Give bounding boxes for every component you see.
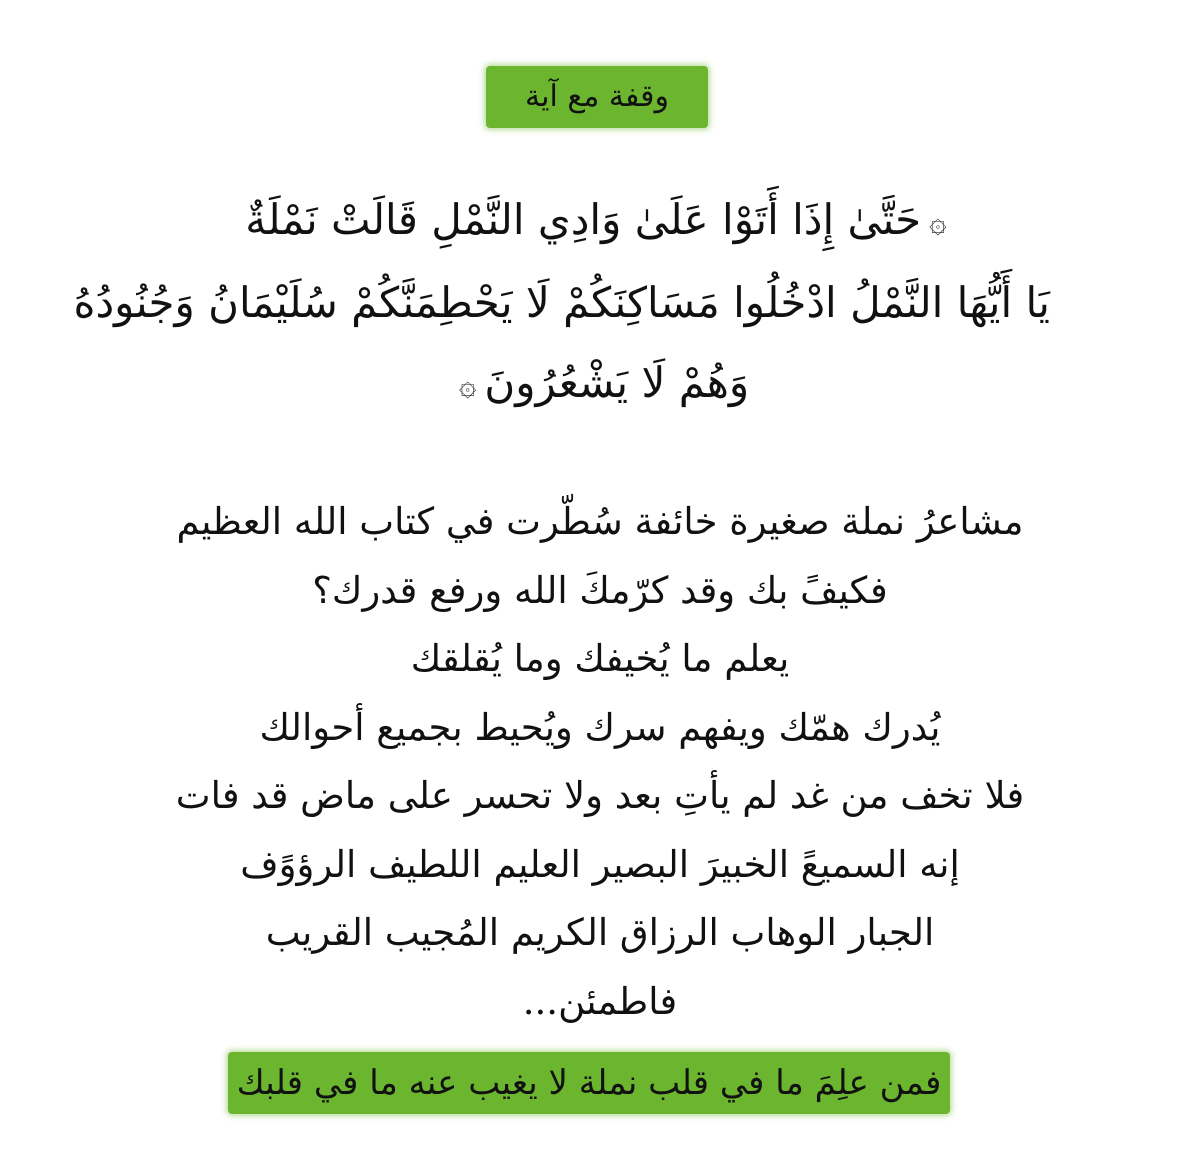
reflection-line: الجبار الوهاب الرزاق الكريم المُجيب القريب — [265, 911, 935, 954]
verse-line-1 — [150, 180, 1050, 263]
verse-line-2: يَا أَيُّهَا النَّمْلُ ادْخُلُوا مَسَاكِنَكُمْ لَا يَحْطِمَنَّكُمْ سُلَيْمَانُ وَجُنُودُهُ — [73, 278, 1050, 327]
verse-open-ornament-icon: ۞ — [929, 205, 947, 240]
verse-close-ornament-icon: ۞ — [458, 368, 477, 403]
reflection-line: يُدرك همّك ويفهم سرك ويُحيط بجميع أحوالك — [259, 705, 941, 749]
reflection-line: مشاعرُ نملة صغيرة خائفة سُطّرت في كتاب الله العظيم — [176, 500, 1024, 543]
verse-line-3-text: وَهُمْ لَا يَشْعُرُونَ — [484, 358, 750, 407]
reflection-line: إنه السميعً الخبيرَ البصير العليم اللطيف الرؤوًف — [240, 842, 960, 886]
quran-verse — [73, 180, 1050, 426]
page-title: وقفة مع آية — [525, 79, 669, 114]
verse-line-3 — [150, 343, 1050, 426]
verse-line-1-text: حَتَّىٰ إِذَا أَتَوْا عَلَىٰ وَادِي النَّمْلِ قَالَتْ نَمْلَةٌ — [245, 195, 922, 244]
reflection-line: فاطمئن... — [522, 979, 678, 1023]
closing-text: فمن علِمَ ما في قلب نملة لا يغيب عنه ما في قلبك — [236, 1063, 942, 1103]
reflection-line: يعلم ما يُخيفك وما يُقلقك — [410, 637, 790, 680]
title-badge — [486, 66, 708, 128]
reflection-text — [120, 488, 1080, 1036]
closing-badge — [228, 1052, 950, 1114]
reflection-line: فكيفً بك وقد كرّمكَ الله ورفع قدرك؟ — [312, 568, 888, 612]
reflection-line: فلا تخف من غد لم يأتِ بعد ولا تحسر على ماض قد فات — [175, 774, 1025, 817]
